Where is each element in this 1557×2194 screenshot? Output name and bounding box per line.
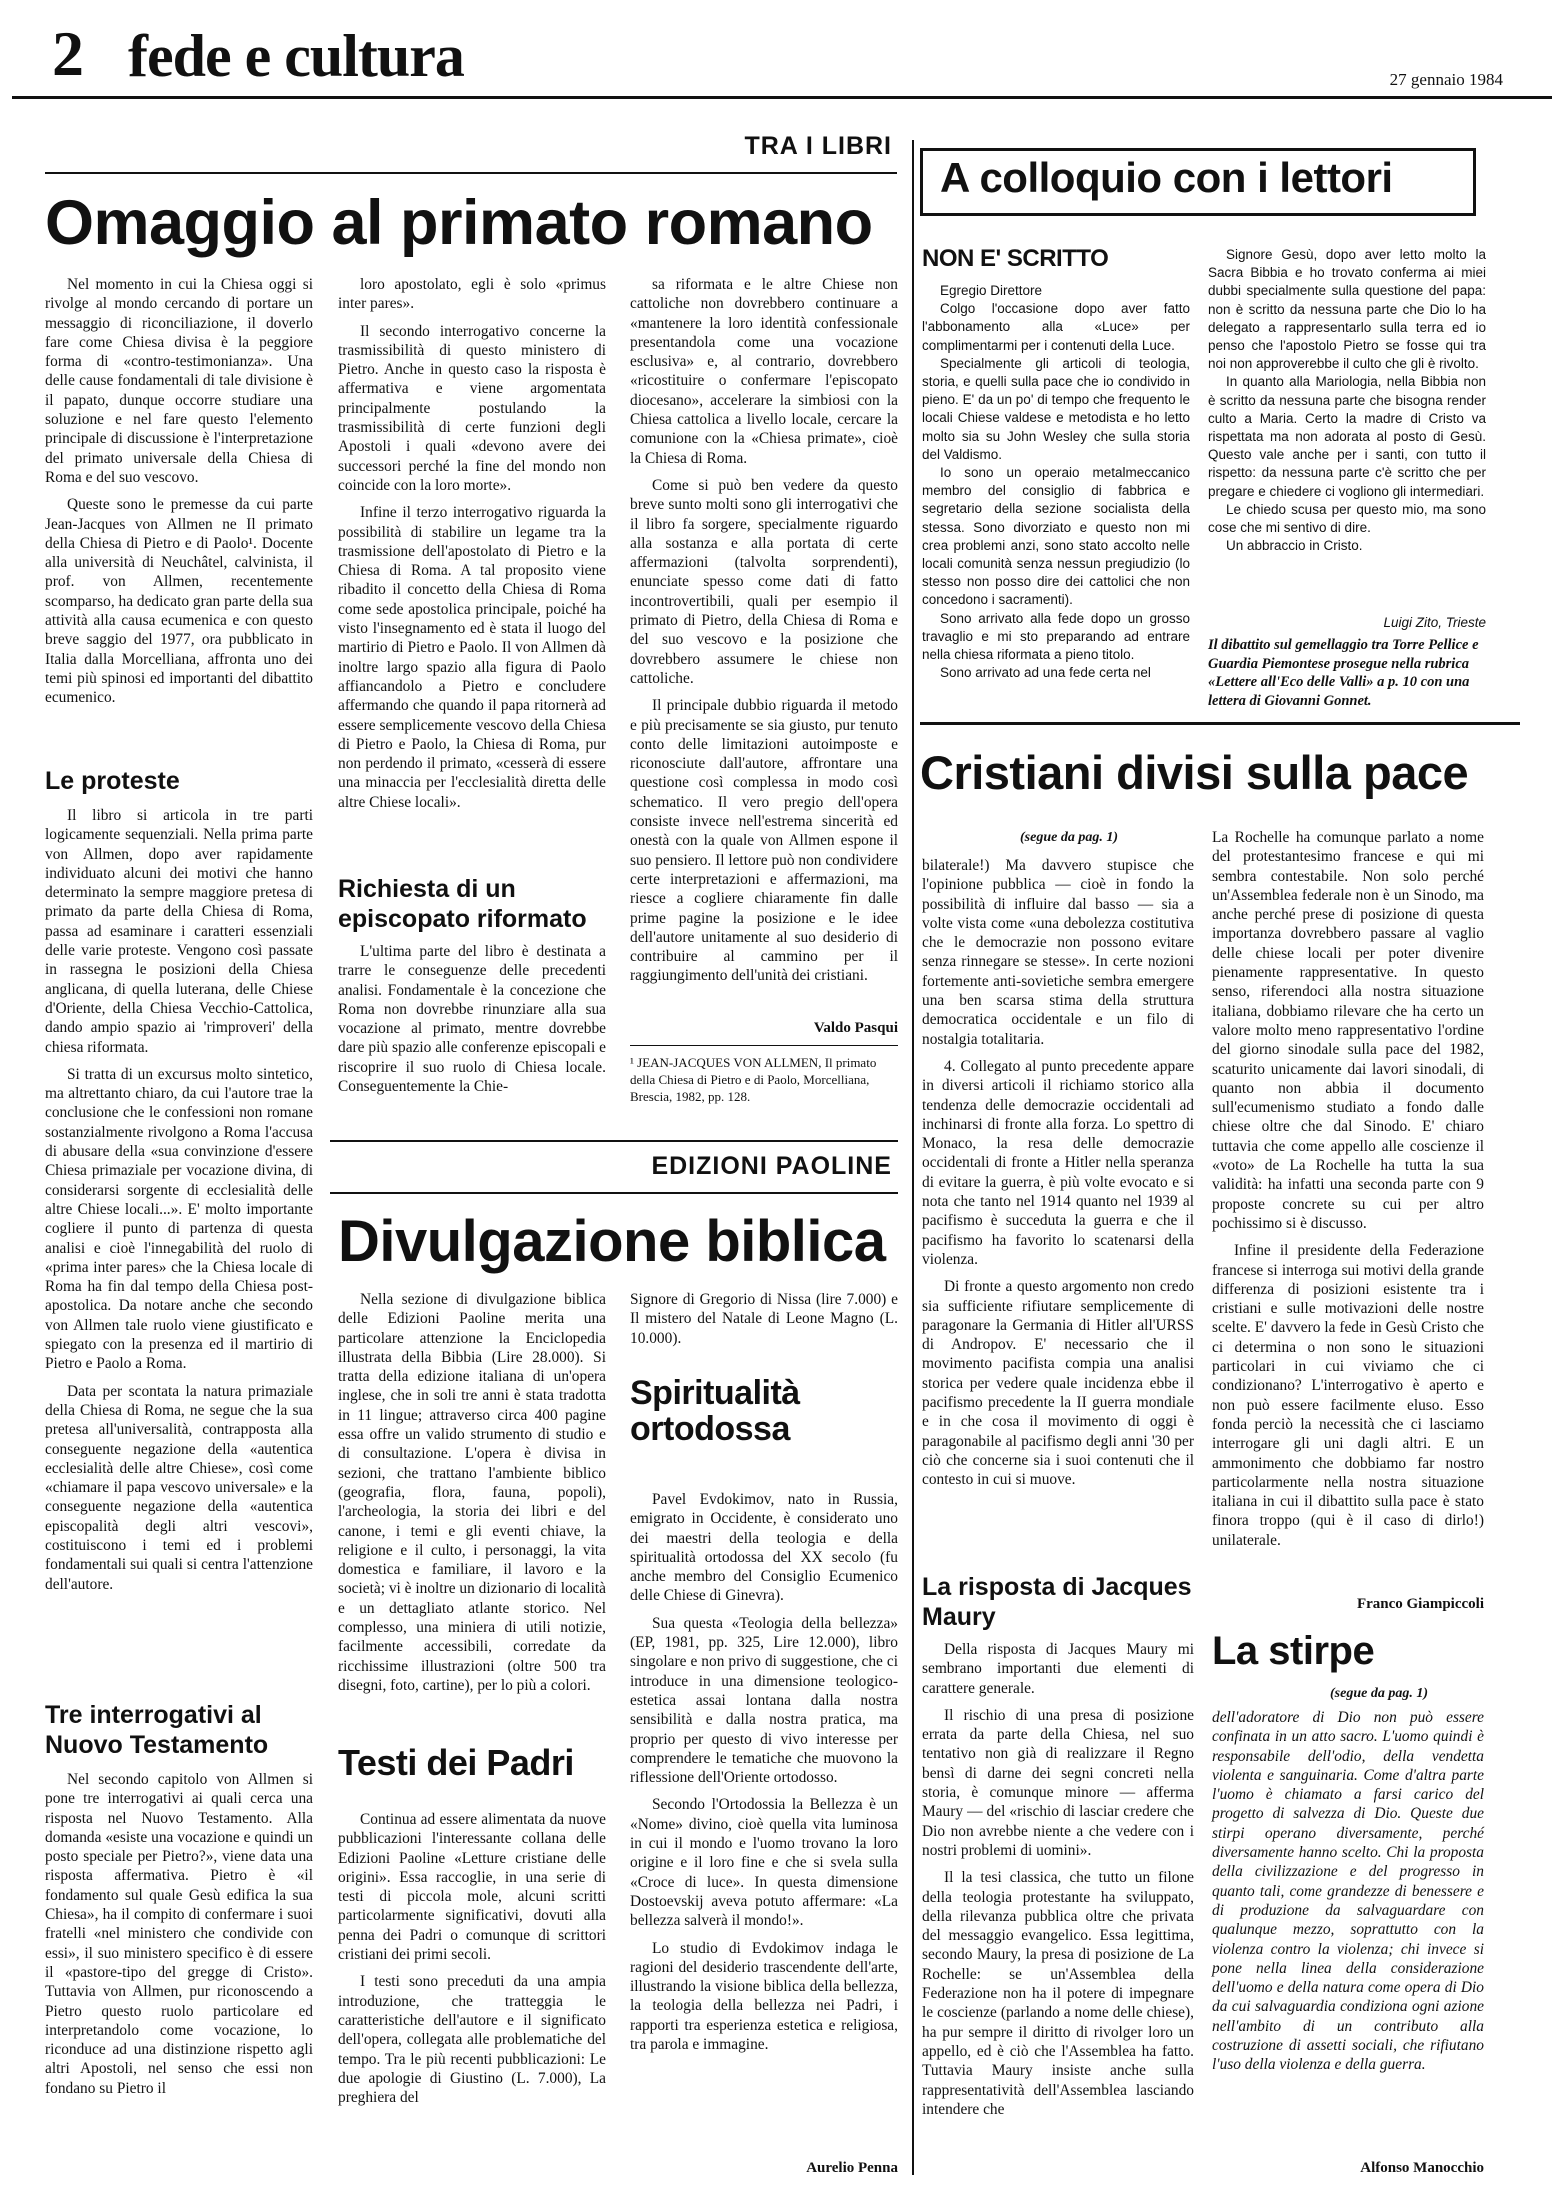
paragraph: In quanto alla Mariologia, nella Bibbia non è scritto da nessuna parte che bisogna render culto a Maria. Certo la madre di Cristo va rispettata ma non adorata al posto di Gesù. Questo vale anche per i santi, con tutto il rispetto: da nessuna parte c'è scritto che per pregare e chiedere ci vogliono gli intermediari. (1208, 374, 1486, 499)
paoline-kicker-rule (330, 1192, 898, 1194)
omaggio-col2 (338, 275, 606, 812)
paragraph: Signore di Gregorio di Nissa (lire 7.000) e Il mistero del Natale di Leone Magno (L. 10.000). (630, 1291, 898, 1347)
omaggio-col3 (630, 275, 898, 986)
omaggio-col1 (45, 275, 313, 708)
kicker-rule (45, 172, 897, 174)
paragraph: Signore Gesù, dopo aver letto molto la Sacra Bibbia e ho trovato conferma ai miei dubbi specialmente sulla questione del papa: non è scritto da nessuna parte che Dio lo ha delegato a rappresentarlo sulla terra ed io penso che l'apostolo Pietro se fosse qui tra noi non approverebbe il culto che gli è rivolto. (1208, 247, 1486, 372)
paragraph: L'ultima parte del libro è destinata a trarre le conseguenze delle precedenti analisi. Fondamentale è la concezione che Roma non dovrebbe rinunziare alla sua vocazione al primato, mentre dovrebbe dare più spazio alle conferenze episcopali e riscoprire il suo ruolo di Chiesa locale. Conseguentemente la Chie- (338, 943, 606, 1096)
pace-col1b (922, 1640, 1194, 2119)
paragraph: Sono arrivato alla fede dopo un grosso travaglio e mi sto preparando ad entrare nella chiesa riformata a pieno titolo. (922, 610, 1190, 663)
paragraph: Il principale dubbio riguarda il metodo e più precisamente se sia giusto, pur tenuto conto delle limitazioni autoimposte e riconosciute dall'autore, affrontare una questione così complessa in modo così schematico. Il vero pregio dell'opera consiste invece nell'estrema sincerità ed onestà con la quale von Allmen espone il suo pensiero. Il lettore può non condividere certe interpretazioni e affermazioni, ma riesce a cogliere chiaramente fin dalle prime pagine la posizione e le idee dell'autore unitamente al suo desiderio di contribuire al cammino per il raggiungimento dell'unità dei cristiani. (630, 697, 898, 985)
subhead-testi-padri: Testi dei Padri (338, 1742, 574, 1783)
paragraph: Lo studio di Evdokimov indaga le ragioni del desiderio trascendente dell'arte, illustrando la visione biblica della bellezza, la teologia della bellezza nei Padri, i rapporti tra esperienza estetica e religiosa, tra parola e immagine. (630, 1939, 898, 2054)
paragraph: Si tratta di un excursus molto sintetico, ma altrettanto chiaro, da cui l'autore trae la conclusione che le confessioni non romane sostanzialmente rivolgono a Roma l'accusa di abusare della «sua convinzione d'essere Chiesa primaziale per vocazione divina, di considerarsi sorgente di ecclesialità delle altre Chiese locali...». E' molto importante cogliere il punto di partenza di questa analisi e cioè l'innegabilità del ruolo di «prima inter pares» che la Chiesa locale di Roma ha fin dal tempo della Chiesa post-apostolica. Da notare anche che secondo von Allmen tale ruolo viene giustificato e spiegato con la presenza ed il martirio di Pietro e Paolo a Roma. (45, 1065, 313, 1373)
subhead-spiritualita: Spiritualità ortodossa (630, 1374, 800, 1448)
non-e-scritto-headline: NON E' SCRITTO (922, 245, 1109, 272)
subhead-tre-interrogativi: Tre interrogativi al Nuovo Testamento (45, 1701, 269, 1759)
paragraph: Continua ad essere alimentata da nuove pubblicazioni l'interessante collana delle Edizioni Paoline «Letture cristiane delle origini». Essa raccoglie, in una serie di testi di piccola mole, alcuni scritti particolarmente significativi, dovuti alla penna dei Padri o comunque di scrittori cristiani dei primi secoli. (338, 1811, 606, 1964)
pace-top-rule (920, 722, 1520, 725)
paragraph: Della risposta di Jacques Maury mi sembrano importanti due elementi di carattere generale. (922, 1641, 1194, 1697)
pace-continued: (segue da pag. 1) (1020, 830, 1118, 845)
paragraph: Come si può ben vedere da questo breve sunto molti sono gli interrogativi che il libro fa sorgere, specialmente riguardo alla sostanza e alla portata di certe affermazioni (talvolta sorprendenti), enunciate spesso come dati di fatto incontrovertibili, quali per esempio il primato di Pietro, della Chiesa di Roma e del suo vescovo e la posizione che dovrebbero assumere le chiese non cattoliche. (630, 476, 898, 687)
paragraph: sa riformata e le altre Chiese non cattoliche non dovrebbero continuare a «mantenere la loro identità confessionale presentandola come una vocazione esclusiva» e, al contrario, dovrebbero «ricostituire o confermare l'episcopato diocesano», accelerare la simbiosi con la Chiesa cattolica a livello locale, cercare la comunione con la «Chiesa primate», cioè la Chiesa di Roma. (630, 276, 898, 467)
paoline-kicker: EDIZIONI PAOLINE (651, 1152, 892, 1180)
pace-col2 (1212, 828, 1484, 1550)
pace-headline: Cristiani divisi sulla pace (920, 746, 1469, 799)
tra-i-libri-kicker: TRA I LIBRI (744, 132, 892, 160)
stirpe-body: dell'adoratore di Dio non può essere confinata in un atto sacro. L'uomo quindi è responsabile dell'odio, della vendetta violenta e sanguinaria. Come d'altra parte l'uomo è chiamato a farsi carico del progetto di salvezza di Dio. Queste due stirpi operano diversamente, perché diversamente hanno scelto. Chi la proposta della civilizzazione e del progresso in quanto tali, come grandezze di benessere e di produzione da salvaguardare con qualunque mezzo, soprattutto con la violenza contro la violenza; chi invece si pone nella linea della considerazione dell'uomo e della natura come opera di Dio da cui salvaguardia condiziona ogni azione nell'ambito di un contributo alla costruzione di assetti sociali, che rifiutano l'uso della violenza e della guerra. (1212, 1709, 1484, 2074)
column-separator (912, 140, 914, 2175)
stirpe-headline: La stirpe (1212, 1629, 1375, 1673)
footnote-rule (630, 1045, 898, 1046)
subhead-jacques-maury: La risposta di Jacques Maury (922, 1573, 1192, 1631)
subhead-le-proteste: Le proteste (45, 767, 180, 795)
lettori-col2 (1208, 246, 1486, 555)
paragraph: Di fronte a questo argomento non credo sia sufficiente rifiutare semplicemente di paragonare la Germania di Hitler all'URSS di Andropov. E' necessario che il movimento pacifista compia una analisi storica per vedere quale incidenza ebbe il pacifismo precedente la II guerra mondiale e in che cosa il movimento di oggi è paragonabile al pacifismo degli anni '30 per ciò che concerne sia i suoi contenuti che il contesto in cui si muove. (922, 1278, 1194, 1489)
page-number: 2 (52, 18, 84, 89)
paragraph: Io sono un operaio metalmeccanico membro del consiglio di fabbrica e segretario della sezione socialista della stessa. Sono divorziato e questo non mi crea problemi anzi, sono stato accolto nelle locali comunità senza nessun pregiudizio (lo stesso non posso dire dei cattolici che non concedono i sacramenti). (922, 465, 1190, 608)
issue-date: 27 gennaio 1984 (1389, 70, 1503, 89)
subhead-episcopato: Richiesta di un episcopato riformato (338, 875, 587, 933)
paragraph: Sono arrivato ad una fede certa nel (940, 665, 1151, 681)
paragraph: Infine il presidente della Federazione francese si interroga sui motivi della grande differenza di posizioni esistente tra i cristiani e sulle motivazioni delle nostre scelte. E' davvero la fede in Gesù Cristo che ci determina o non sono le situazioni particolari in cui viviamo che ci condizionano? L'interrogativo è aperto e non può essere facilmente eluso. Esso fonda perciò la necessità che ci lasciamo interrogare gli uni dagli altri. E un ammonimento che dobbiamo far nostro particolarmente nella nostra situazione italiana in cui il dibattito sulla pace è stato finora troppo (qui è il caso di dirlo!) unilaterale. (1212, 1242, 1484, 1549)
paragraph: Nel momento in cui la Chiesa oggi si rivolge al mondo cercando di portare un messaggio di riconciliazione, il doverlo fare come Chiesa divisa è la peggiore forma di «contro-testimonianza». Una delle cause fondamentali di tale divisione è il papato, dunque occorre studiare una soluzione e nel fare questo l'elemento principale di discussione è l'interpretazione del primato universale della Chiesa di Roma e del suo vescovo. (45, 276, 313, 486)
paragraph: loro apostolato, egli è solo «primus inter pares». (338, 276, 606, 313)
paoline-col1 (338, 1290, 606, 1695)
paragraph: Il libro si articola in tre parti logicamente sequenziali. Nella prima parte von Allmen, dopo aver rapidamente individuato alcuni dei motivi che hanno determinato la sempre maggiore pretesa di primato da parte della Chiesa di Roma, passa ad esaminare i caratteri essenziali delle varie proteste. Vengono così passate in rassegna le posizioni della Chiesa anglicana, di quella luterana, delle Chiese d'Oriente, della Chiesa Vecchio-Cattolica, dando ampio spazio ai 'rimproveri' della chiesa riformata. (45, 807, 313, 1056)
lettori-note: Il dibattito sul gemellaggio tra Torre Pellice e Guardia Piemontese prosegue nella rubrica «Lettere all'Eco delle Valli» a p. 10 con una lettera di Giovanni Gonnet. (1208, 637, 1479, 709)
paragraph: Un abbraccio in Cristo. (1226, 538, 1363, 554)
paragraph: La Rochelle ha comunque parlato a nome del protestantesimo francese e qui mi sembra contestabile. Non solo perché un'Assemblea federale non è un Sinodo, ma anche perché prese di posizione di questa importanza dovrebbero passare al vaglio delle chiese locali per poter divenire pienamente rappresentative. In questo senso, riferendoci alla nostra situazione italiana, dobbiamo rilevare che ha certo un valore molto meno rappresentativo l'ordine del giorno sinodale sulla pace del 1982, scaturito unicamente dai lavori sinodali, di quanto non abbia il documento sull'ecumenismo studiato a fondo dalle chiese oltre che dal Sinodo. E' chiaro tuttavia che come appello alle coscienze il «voto» de La Rochelle ha tutta la sua validità: ha infatti una seconda parte con 9 proposte concrete su cui per altro pochissimo si è discusso. (1212, 829, 1484, 1232)
paragraph: Le chiedo scusa per questo mio, ma sono cose che mi sentivo di dire. (1208, 501, 1486, 536)
omaggio-headline: Omaggio al primato romano (45, 188, 873, 258)
paragraph: Queste sono le premesse da cui parte Jean-Jacques von Allmen ne Il primato della Chiesa di Pietro e di Paolo¹. Docente alla università di Neuchâtel, calvinista, il prof. von Allmen, recentemente scomparso, ha dedicato gran parte della sua attività alla causa ecumenica e con questo breve saggio del 1977, ora pubblicato in Italia dalla Morcelliana, affronta uno dei temi più spinosi ed importanti del dibattito ecumenico. (45, 496, 313, 707)
paoline-col1b (338, 1810, 606, 2107)
lettori-box-title: A colloquio con i lettori (940, 154, 1393, 201)
paragraph: Egregio Direttore (940, 283, 1043, 298)
section-title: fede e cultura (128, 23, 464, 89)
omaggio-col2b (338, 942, 606, 1096)
omaggio-col1b (45, 806, 313, 1594)
omaggio-col1c (45, 1770, 313, 2098)
paragraph: 4. Collegato al punto precedente appare in diversi articoli il richiamo storico alla tendenza delle democrazie occidentali ad inchinarsi di fronte alla forza. Lo spettro di Monaco, la resa delle democrazie occidentali di fronte a Hitler nella speranza di evitare la guerra, è più volte evocato e si nota che tanto nel 1914 quanto nel 1939 al pacifismo è succeduta la guerra e che il pacifismo ha favorito lo scatenarsi della violenza. (922, 1057, 1194, 1268)
omaggio-signature: Valdo Pasqui (813, 1020, 898, 1036)
omaggio-footnote: ¹ JEAN-JACQUES VON ALLMEN, Il primato della Chiesa di Pietro e di Paolo, Morcelliana, Brescia, 1982, pp. 128. (630, 1055, 877, 1104)
paragraph: Specialmente gli articoli di teologia, storia, e quelli sulla pace che io condivido in pieno. E' da un po' di tempo che frequento le locali Chiese valdese e metodista e ho letto molto sia su John Wesley che sulla storia del Valdismo. (922, 355, 1190, 462)
paoline-col2 (630, 1490, 898, 2054)
paragraph: Nella sezione di divulgazione biblica delle Edizioni Paoline merita una particolare attenzione la Enciclopedia illustrata della Bibbia (Lire 28.000). Si tratta della edizione italiana di un'opera inglese, che in soli tre anni è stata tradotta in 11 lingue; attraverso circa 400 pagine essa offre un valido strumento di studio e di consultazione. L'opera è divisa in sezioni, che trattano l'ambiente biblico (geografia, flora, fauna, popoli), l'archeologia, la storia dei libri e del canone, i temi e gli eventi chiave, la religione e il culto, i personaggi, la vita domestica e familiare, il lavoro e la società; vi è inoltre un dizionario di località e un dettagliato atlante storico. Nel complesso, una miniera di utili notizie, facilmente accessibili, corredate da ricchissime illustrazioni (oltre 500 tra disegni, foto, cartine), per lo più a colori. (338, 1291, 606, 1694)
paragraph: Sua questa «Teologia della bellezza» (EP, 1981, pp. 325, Lire 12.000), libro singolare e non privo di suggestione, che ci introduce in una dimensione teologico-estetica assai lontana dalla nostra sensibilità e dalla nostra pratica, ma proprio per questo di vivo interesse per comprendere le tematiche che muovono la riflessione dell'Oriente ortodosso. (630, 1614, 898, 1787)
paragraph: I testi sono preceduti da una ampia introduzione, che tratteggia le caratteristiche dell'autore e il significato dell'opera, collegata alle problematiche del tempo. Tra le più recenti pubblicazioni: Le due apologie di Giustino (L. 7.000), La preghiera del (338, 1973, 606, 2107)
pace-signature: Franco Giampiccoli (1356, 1596, 1484, 1612)
paragraph: Il secondo interrogativo concerne la trasmissibilità di questo ministero di Pietro. Anche in questo caso la risposta è affermativa e viene argomentata principalmente postulando la trasmissibilità di certe funzioni degli Apostoli i quali «devono avere dei successori perché la fine del mondo non coincide con la loro morte». (338, 322, 606, 494)
pace-col1 (922, 856, 1194, 1490)
paragraph: Il la tesi classica, che tutto un filone della teologia protestante ha sviluppato, della rilevanza pubblica oltre che privata del messaggio evangelico. Essa legittima, secondo Maury, la presa di posizione de La Rochelle: se un'Assemblea della Federazione non ha il potere di impegnare le coscienze (parlando a nome delle chiese), ha pur sempre il diritto di rivolger loro un appello, ed è ciò che l'Assemblea ha fatto. Tuttavia Maury insiste anche sulla rappresentatività dell'Assemblea lasciando intendere che (922, 1869, 1194, 2118)
paragraph: Nel secondo capitolo von Allmen si pone tre interrogativi ai quali cerca una risposta nel Nuovo Testamento. Alla domanda «esiste una vocazione e quindi un posto speciale per Pietro?», viene data una risposta affermativa. Pietro è «il fondamento sul quale Gesù edifica la sua Chiesa», ha il compito di confermare i suoi fratelli «nel ministero che condivide con essi», il suo ministero specifico è di essere il «pastore-tipo del gregge di Cristo». Tuttavia von Allmen, pur riconoscendo a Pietro questo ruolo particolare ed interpretandolo come vocazione, lo riconduce ad una distinzione rispetto agli altri Apostoli, nel senso che essi non fondano su Pietro il (45, 1771, 313, 2097)
paoline-col2a (630, 1290, 898, 1348)
stirpe-continued: (segue da pag. 1) (1330, 1686, 1428, 1701)
paragraph: Il rischio di una presa di posizione errata da parte della Chiesa, nel suo tentativo non già di realizzare il Regno bensì di darne dei segni concreti nella storia, è comunque minore — afferma Maury — del «rischio di lasciar credere che Dio non avrebbe niente a che vedere con i nostri problemi di uomini». (922, 1706, 1194, 1859)
paoline-signature: Aurelio Penna (806, 2160, 898, 2176)
paragraph: Data per scontata la natura primaziale della Chiesa di Roma, ne segue che la sua pretesa all'universalità, contrapposta alla conseguente negazione della «autentica ecclesialità delle altre Chiese», così come «chiamare il papa vescovo universale» e la conseguente negazione della «autentica episcopalità degli altri vescovi», costituiscono i temi ed i problemi fondamentali sui quali si centra l'attenzione dell'autore. (45, 1382, 313, 1593)
divulgazione-headline: Divulgazione biblica (338, 1209, 886, 1274)
masthead-rule (12, 96, 1552, 99)
stirpe-signature: Alfonso Manocchio (1360, 2160, 1484, 2176)
paragraph: Infine il terzo interrogativo riguarda la possibilità di stabilire un legame tra la trasmissione dell'apostolato di Pietro e la Chiesa di Roma. A tal proposito viene ribadito il concetto della Chiesa di Roma come sede apostolica principale, poiché ha visto l'insegnamento ed è stata il luogo del martirio di Pietro e Paolo. Il von Allmen dà inoltre largo spazio alla figura di Paolo affiancandolo a Pietro e concludere affermando che quando il papa ritornerà ad essere semplicemente vescovo della Chiesa di Pietro e Paolo, la Chiesa di Roma, pur non perdendo il primato, «cesserà di essere una minaccia per l'ecclesialità diretta delle altre Chiese locali». (338, 504, 606, 811)
paoline-top-rule (330, 1140, 898, 1142)
paragraph: Colgo l'occasione dopo aver fatto l'abbonamento alla «Luce» per complimentarmi per i contenuti della Luce. (922, 301, 1190, 353)
paragraph: Pavel Evdokimov, nato in Russia, emigrato in Occidente, è considerato uno dei maestri della teologia e della spiritualità ortodossa del XX secolo (fu anche membro del Consiglio Ecumenico delle Chiese di Ginevra). (630, 1491, 898, 1605)
lettori-signature: Luigi Zito, Trieste (1383, 615, 1486, 630)
paragraph: Secondo l'Ortodossia la Bellezza è un «Nome» divino, cioè quella vita luminosa in cui il mondo e l'uomo trovano la loro origine e il loro fine e che si svela sulla «Croce di luce». In questa dimensione Dostoevskij aveva potuto affermare: «La bellezza salverà il mondo!». (630, 1796, 898, 1930)
paragraph: bilaterale!) Ma davvero stupisce che l'opinione pubblica — cioè in fondo la possibilità di influire dal basso — sia a volte vista come «una debolezza costitutiva che le democrazie non possono evitare senza rinnegare se stesse». In certe nozioni fortemente anti-sovietiche sembra emergere una ben scarsa stima della struttura democratica occidentale e un filo di nostalgia totalitaria. (922, 857, 1194, 1048)
lettori-col1 (922, 282, 1190, 682)
